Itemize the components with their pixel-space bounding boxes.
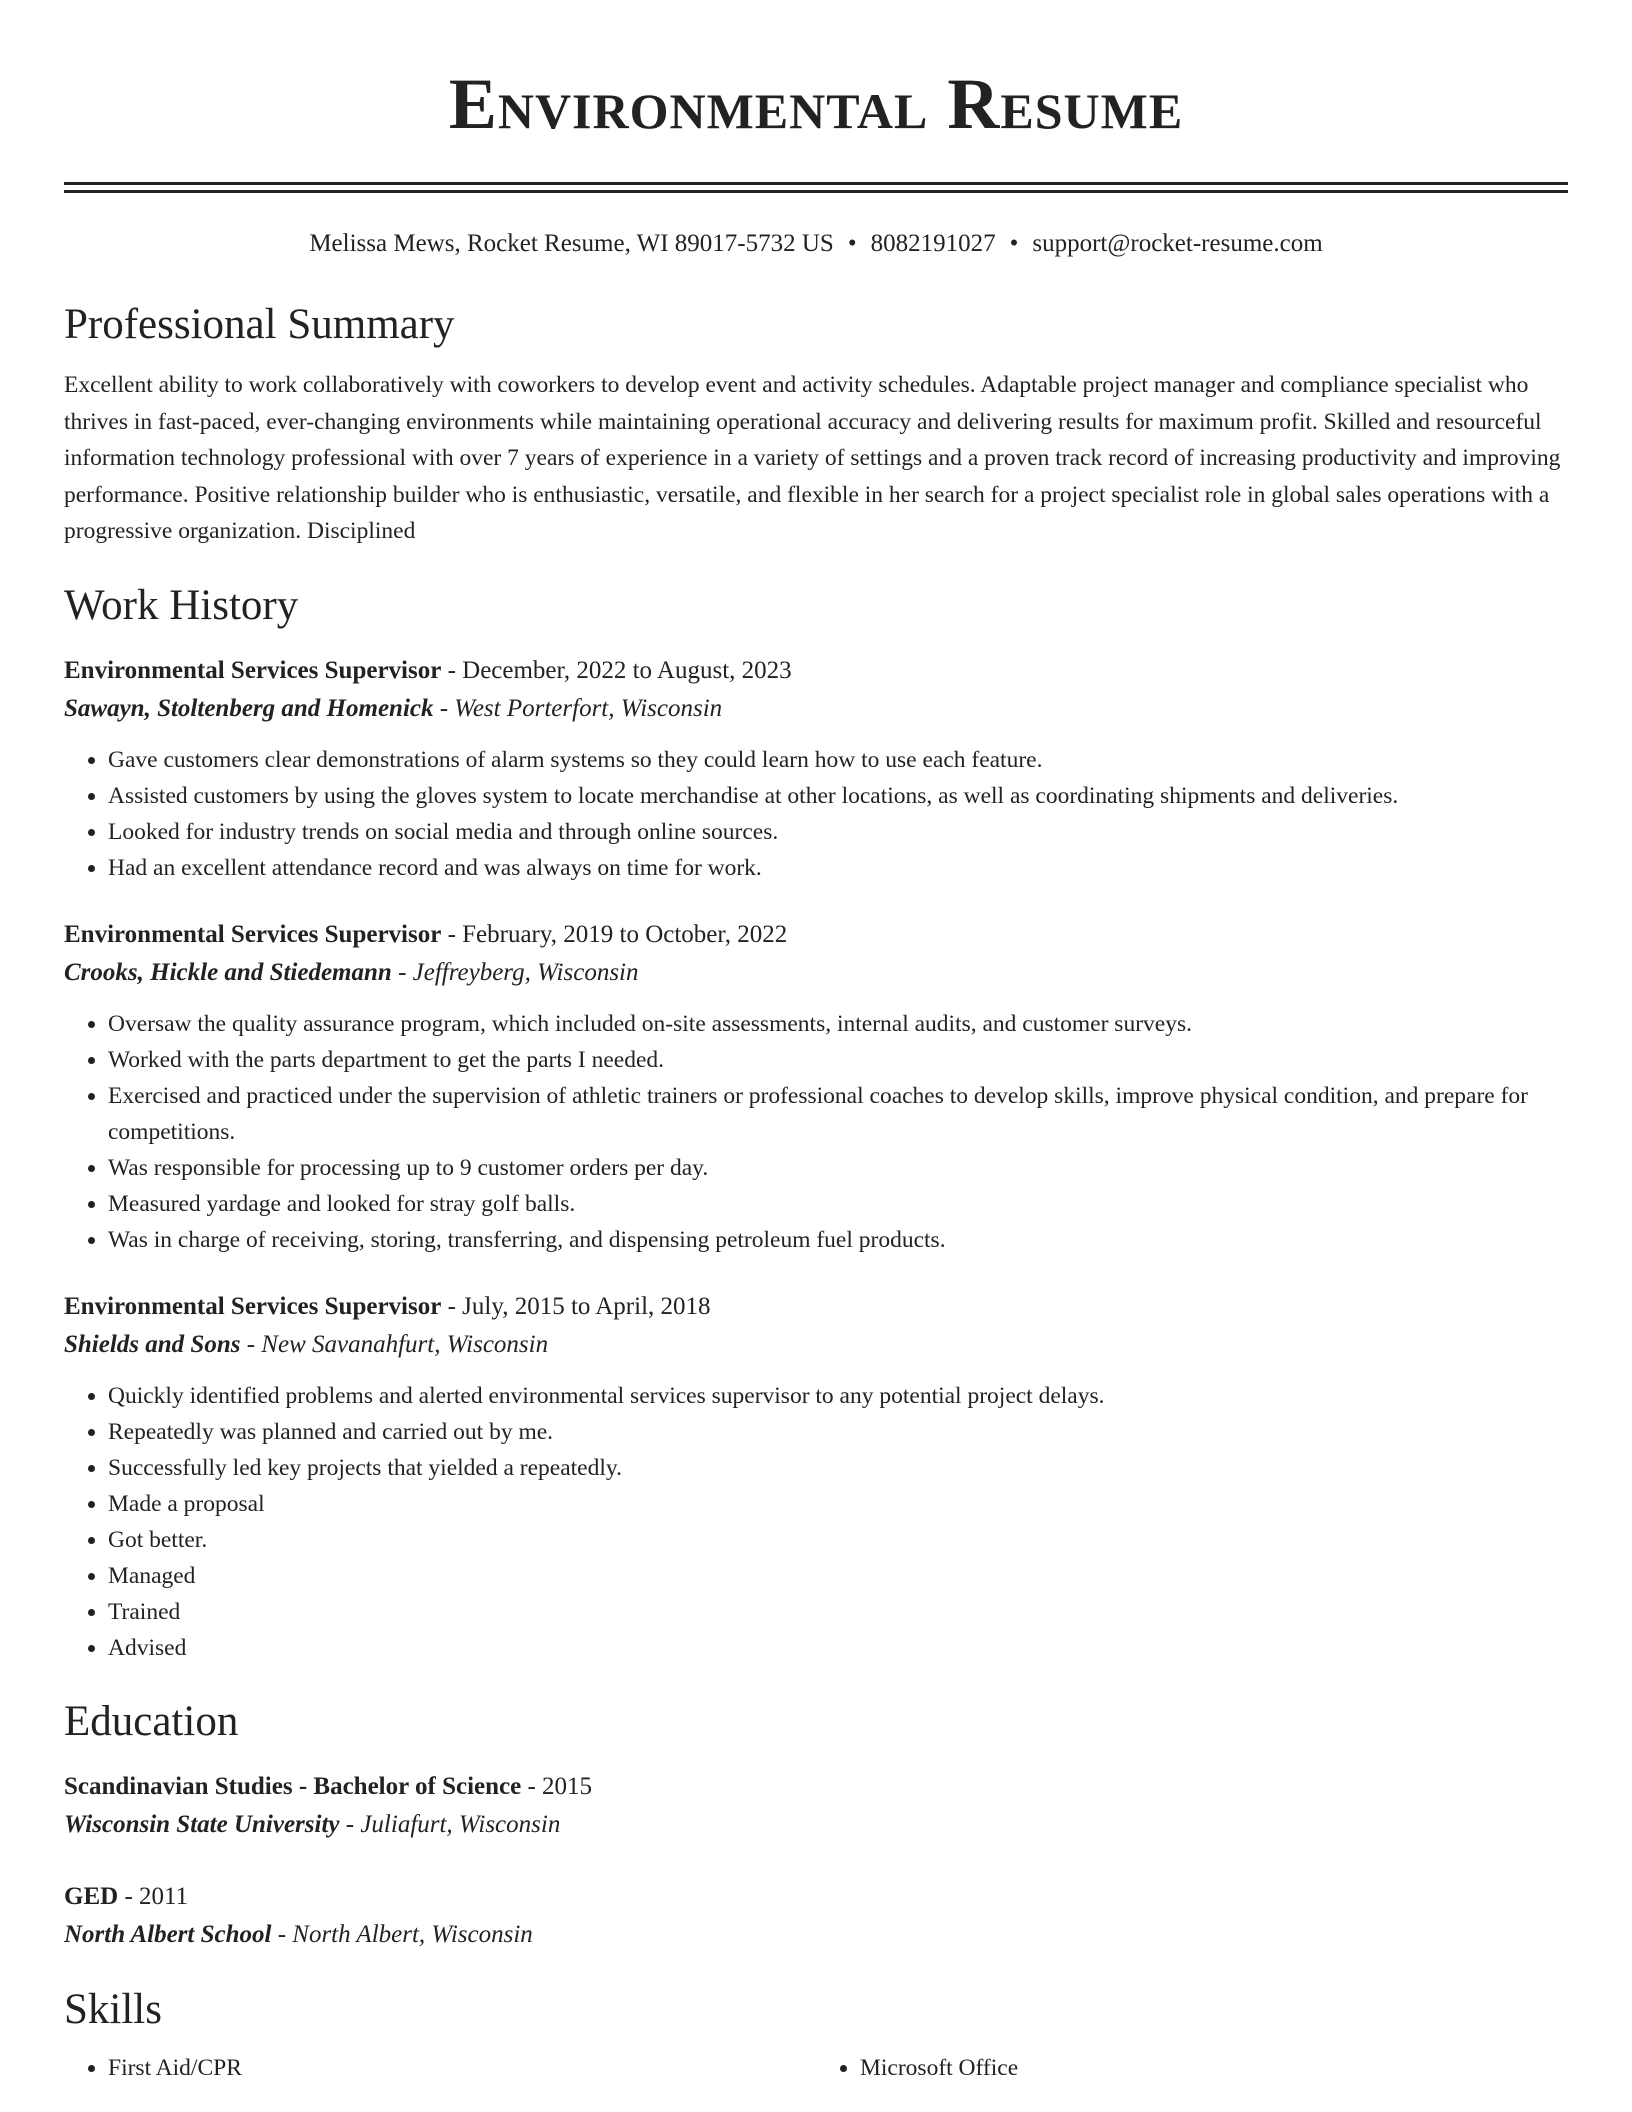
list-item: • Quickly identified problems and alerted environmental services supervisor to any potential project delays. [108,1378,1568,1414]
list-item: • Advised [108,1630,1568,1666]
job-entry [64,652,1568,886]
job-dates: - December, 2022 to August, 2023 [441,656,792,684]
education-school-line [64,1806,1568,1844]
education-entry [64,1768,1568,1844]
job-dates: - July, 2015 to April, 2018 [441,1292,711,1320]
job-location: - Jeffreyberg, Wisconsin [391,958,639,986]
job-duties-list [64,1006,1568,1258]
list-item: • Was in charge of receiving, storing, transferring, and dispensing petroleum fuel products. [108,1222,1568,1258]
summary-text: Excellent ability to work collaboratively with coworkers to develop event and activity schedules. Adaptable project manager and compliance specialist who thrives in fast-paced, ever-changing environments while maintaining operational accuracy and delivering results for maximum profit. Skilled and resourceful information technology professional with over 7 years of experience in a variety of settings and a proven track record of increasing productivity and improving performance. Positive relationship builder who is enthusiastic, versatile, and flexible in her search for a project specialist role in global sales operations with a progressive organization. Disciplined [64,372,1561,544]
job-employer: Sawayn, Stoltenberg and Homenick [64,694,434,722]
job-entry [64,1288,1568,1666]
list-item: • Got better. [108,1522,1568,1558]
list-item: • Worked with the parts department to get the parts I needed. [108,1042,1568,1078]
education-school: North Albert School [64,1920,272,1948]
education-location: - Juliafurt, Wisconsin [339,1810,561,1838]
job-header [64,652,1568,690]
education-entry [64,1878,1568,1954]
job-duties-list [64,742,1568,886]
job-employer: Crooks, Hickle and Stiedemann [64,958,392,986]
job-location: - New Savanahfurt, Wisconsin [240,1330,549,1358]
education-location: - North Albert, Wisconsin [271,1920,533,1948]
job-location: - West Porterfort, Wisconsin [433,694,723,722]
education-year: - 2015 [521,1772,593,1800]
list-item: • Was responsible for processing up to 9 customer orders per day. [108,1150,1568,1186]
skills-grid [64,2050,1568,2086]
list-item: • Repeatedly was planned and carried out by me. [108,1414,1568,1450]
list-item: • Assisted customers by using the gloves system to locate merchandise at other locations, as well as coordinating shipments and deliveries. [108,778,1568,814]
work-history-heading: Work History [64,581,299,629]
list-item: • Trained [108,1594,1568,1630]
job-role: Environmental Services Supervisor [64,920,442,948]
list-item: • First Aid/CPR [108,2050,816,2086]
job-role: Environmental Services Supervisor [64,656,442,684]
list-item: • Gave customers clear demonstrations of alarm systems so they could learn how to use each feature. [108,742,1568,778]
job-employer-line [64,954,1568,992]
education-degree: Scandinavian Studies - Bachelor of Science [64,1772,522,1800]
job-role: Environmental Services Supervisor [64,1292,442,1320]
list-item: • Exercised and practiced under the supervision of athletic trainers or professional coaches to develop skills, improve physical condition, and prepare for competitions. [108,1078,1568,1150]
job-employer-line [64,1326,1568,1364]
job-dates: - February, 2019 to October, 2022 [441,920,788,948]
skills-list-left [64,2050,816,2086]
job-header [64,916,1568,954]
education-school: Wisconsin State University [64,1810,340,1838]
list-item: • Measured yardage and looked for stray golf balls. [108,1186,1568,1222]
education-school-line [64,1916,1568,1954]
contact-phone: 8082191027 [870,230,996,257]
list-item: • Successfully led key projects that yielded a repeatedly. [108,1450,1568,1486]
list-item: • Microsoft Office [860,2050,1568,2086]
list-item: • Made a proposal [108,1486,1568,1522]
contact-separator: • [1009,230,1019,257]
job-header [64,1288,1568,1326]
skills-list-right [816,2050,1568,2086]
list-item: • Had an excellent attendance record and was always on time for work. [108,850,1568,886]
education-heading: Education [64,1697,239,1745]
education-header [64,1768,1568,1806]
title-double-rule [64,182,1568,193]
job-employer-line [64,690,1568,728]
list-item: • Looked for industry trends on social media and through online sources. [108,814,1568,850]
list-item: • Oversaw the quality assurance program, which included on-site assessments, internal audits, and customer surveys. [108,1006,1568,1042]
contact-email: support@rocket-resume.com [1032,230,1323,257]
contact-address: Melissa Mews, Rocket Resume, WI 89017-5732 US [309,230,834,257]
job-entry [64,916,1568,1258]
page-title: Environmental Resume [448,64,1184,144]
job-employer: Shields and Sons [64,1330,241,1358]
skills-heading: Skills [64,1985,162,2033]
job-duties-list [64,1378,1568,1666]
list-item: • Managed [108,1558,1568,1594]
contact-line [64,227,1568,261]
education-year: - 2011 [118,1882,189,1910]
summary-heading: Professional Summary [64,301,455,348]
education-header [64,1878,1568,1916]
education-degree: GED [64,1882,119,1910]
contact-separator: • [847,230,857,257]
